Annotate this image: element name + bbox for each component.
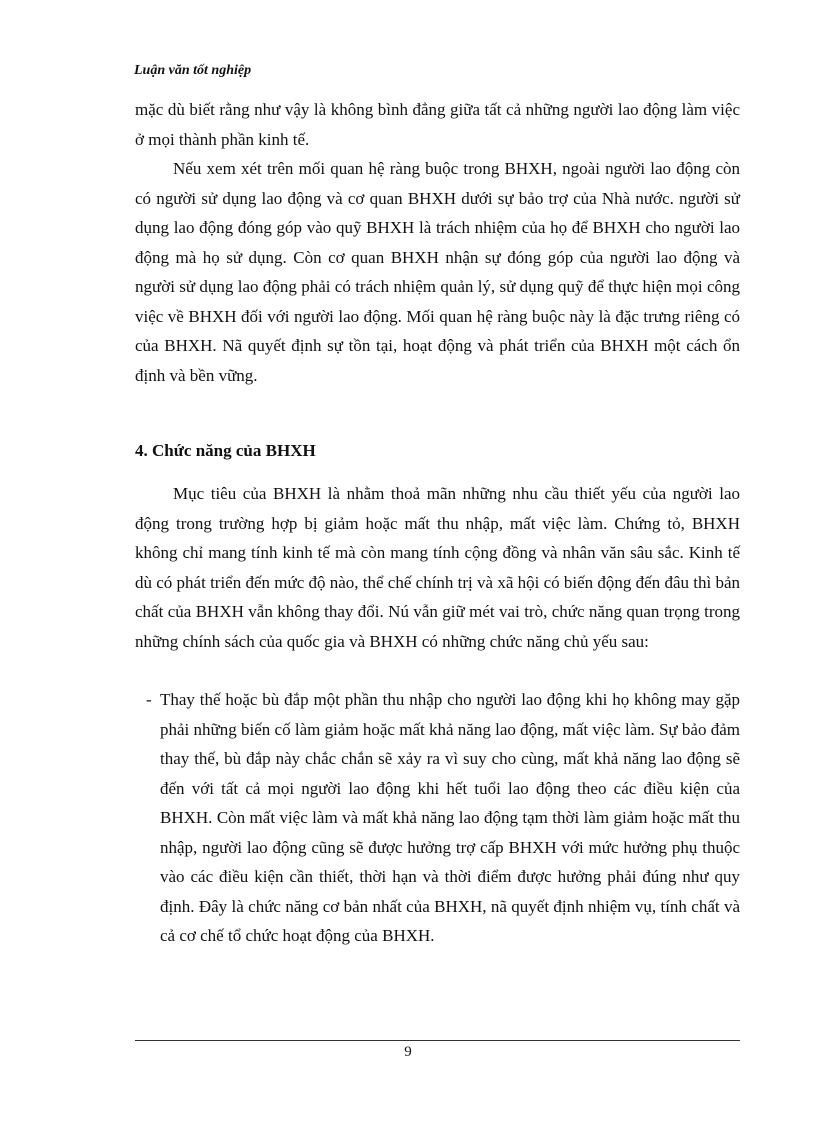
- document-header: Luận văn tốt nghiệp: [134, 63, 252, 78]
- footer-divider: [135, 1040, 740, 1041]
- bullet-item: [146, 685, 740, 951]
- bullet-marker: -: [146, 690, 152, 709]
- page-number: 9: [404, 1044, 412, 1060]
- paragraph-relationship: Nếu xem xét trên mối quan hệ ràng buộc trong BHXH, ngoài người lao động còn có người sử dụng lao động và cơ quan BHXH dưới sự bảo trợ của Nhà nước. người sử dụng lao động đóng góp vào quỹ BHXH là trách nhiệm của họ để BHXH cho người lao động mà họ sử dụng. Còn cơ quan BHXH nhận sự đóng góp của người lao động và người sử dụng lao động phải có trách nhiệm quản lý, sử dụng quỹ để thực hiện mọi công việc về BHXH đối với người lao động. Mối quan hệ ràng buộc này là đặc trưng riêng có của BHXH. Nã quyết định sự tồn tại, hoạt động và phát triển của BHXH một cách ổn định và bền vững.: [135, 159, 740, 385]
- section-heading: 4. Chức năng của BHXH: [135, 441, 316, 460]
- paragraph-continuation: mặc dù biết rằng như vậy là không bình đẳng giữa tất cả những người lao động làm việc ở mọi thành phần kinh tế.: [135, 100, 740, 149]
- section-intro-paragraph: Mục tiêu của BHXH là nhằm thoả mãn những nhu cầu thiết yếu của người lao động trong trường hợp bị giảm hoặc mất thu nhập, mất việc làm. Chứng tỏ, BHXH không chỉ mang tính kinh tế mà còn mang tính cộng đồng và nhân văn sâu sắc. Kinh tế dù có phát triển đến mức độ nào, thể chế chính trị và xã hội có biến động đến đâu thì bản chất của BHXH vẫn không thay đổi. Nú vẫn giữ mét vai trò, chức năng quan trọng trong những chính sách của quốc gia và BHXH có những chức năng chủ yếu sau:: [135, 484, 740, 651]
- bullet-text: Thay thế hoặc bù đắp một phần thu nhập cho người lao động khi họ không may gặp phải những biến cố làm giảm hoặc mất khả năng lao động, mất việc làm. Sự bảo đảm thay thế, bù đắp này chắc chắn sẽ xảy ra vì suy cho cùng, mất khả năng lao động sẽ đến với tất cả mọi người lao động khi hết tuổi lao động theo các điều kiện của BHXH. Còn mất việc làm và mất khả năng lao động tạm thời làm giảm hoặc mất thu nhập, người lao động cũng sẽ được hưởng trợ cấp BHXH với mức hưởng phụ thuộc vào các điều kiện cần thiết, thời hạn và thời điểm được hưởng phải đúng như quy định. Đây là chức năng cơ bản nhất của BHXH, nã quyết định nhiệm vụ, tính chất và cả cơ chế tổ chức hoạt động của BHXH.: [160, 690, 740, 945]
